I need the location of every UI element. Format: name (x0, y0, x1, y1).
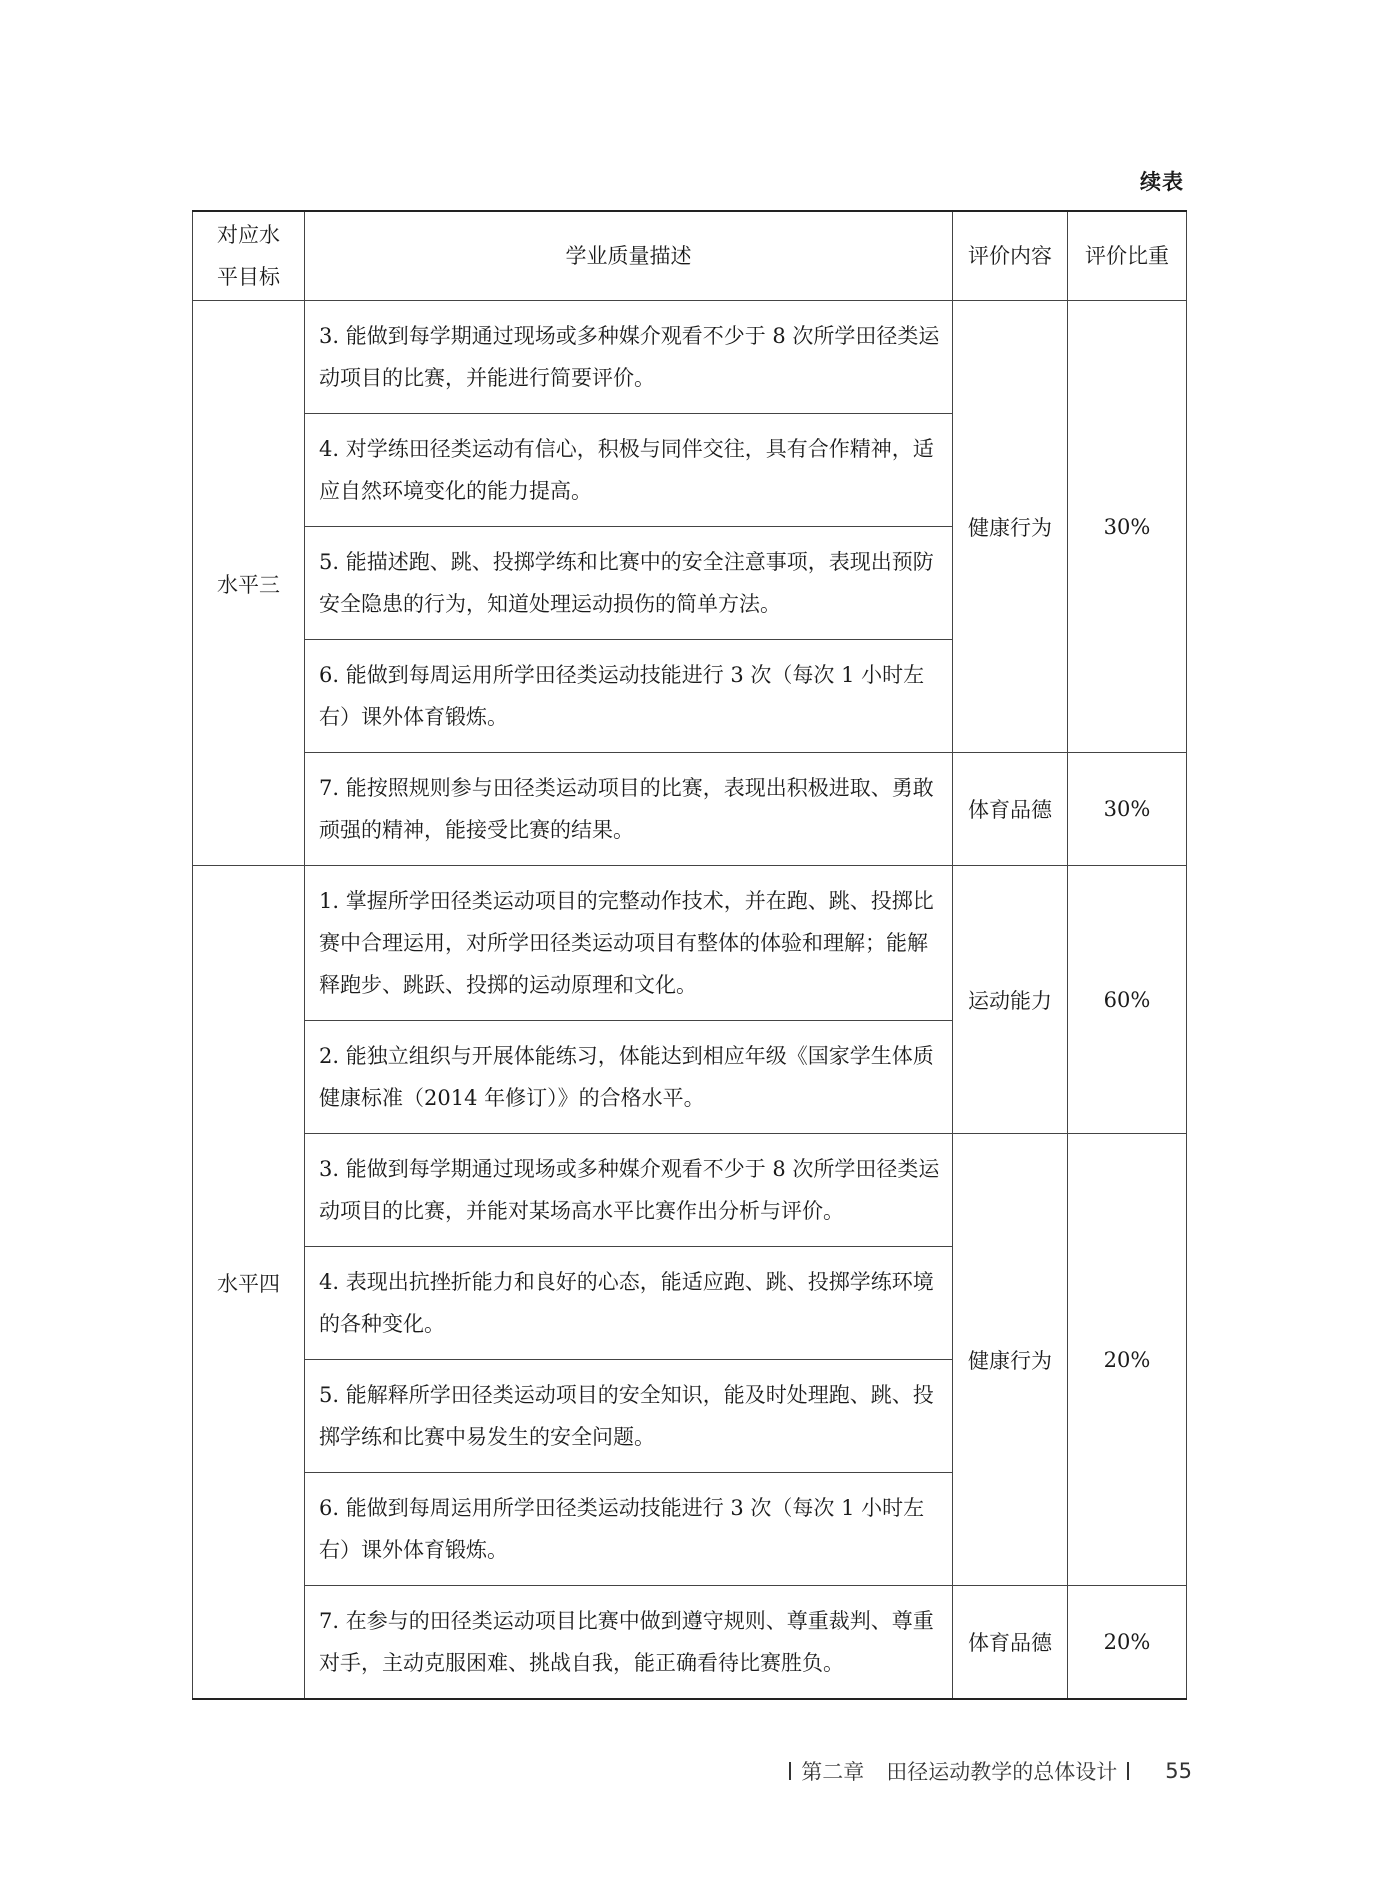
header-content: 评价内容 (953, 211, 1068, 301)
evaluation-content-cell: 健康行为 (953, 1134, 1068, 1586)
description-cell: 3. 能做到每学期通过现场或多种媒介观看不少于 8 次所学田径类运动项目的比赛，并能进行简要评价。 (305, 301, 953, 414)
header-level: 对应水 平目标 (193, 211, 305, 301)
table-header-row (193, 211, 1187, 301)
page-footer (779, 1756, 1192, 1786)
evaluation-content-cell: 健康行为 (953, 301, 1068, 753)
table-row (193, 866, 1187, 1021)
level-cell: 水平四 (193, 866, 305, 1700)
footer-divider-right (1127, 1762, 1129, 1780)
evaluation-content-cell: 体育品德 (953, 1586, 1068, 1700)
description-cell: 5. 能描述跑、跳、投掷学练和比赛中的安全注意事项，表现出预防安全隐患的行为，知道处理运动损伤的简单方法。 (305, 527, 953, 640)
evaluation-weight-cell: 30% (1068, 301, 1187, 753)
description-cell: 6. 能做到每周运用所学田径类运动技能进行 3 次（每次 1 小时左右）课外体育锻炼。 (305, 640, 953, 753)
footer-divider-left (789, 1762, 791, 1780)
description-cell: 7. 能按照规则参与田径类运动项目的比赛，表现出积极进取、勇敢顽强的精神，能接受比赛的结果。 (305, 753, 953, 866)
evaluation-weight-cell: 20% (1068, 1586, 1187, 1700)
description-cell: 5. 能解释所学田径类运动项目的安全知识，能及时处理跑、跳、投掷学练和比赛中易发生的安全问题。 (305, 1360, 953, 1473)
header-description: 学业质量描述 (305, 211, 953, 301)
table-row (193, 1586, 1187, 1700)
table-row (193, 753, 1187, 866)
page-number: 55 (1165, 1759, 1192, 1783)
evaluation-weight-cell: 20% (1068, 1134, 1187, 1586)
evaluation-content-cell: 体育品德 (953, 753, 1068, 866)
description-cell: 2. 能独立组织与开展体能练习，体能达到相应年级《国家学生体质健康标准（2014 年修订）》的合格水平。 (305, 1021, 953, 1134)
table-row (193, 1134, 1187, 1247)
description-cell: 7. 在参与的田径类运动项目比赛中做到遵守规则、尊重裁判、尊重对手，主动克服困难、挑战自我，能正确看待比赛胜负。 (305, 1586, 953, 1700)
evaluation-content-cell: 运动能力 (953, 866, 1068, 1134)
description-cell: 1. 掌握所学田径类运动项目的完整动作技术，并在跑、跳、投掷比赛中合理运用，对所学田径类运动项目有整体的体验和理解；能解释跑步、跳跃、投掷的运动原理和文化。 (305, 866, 953, 1021)
description-cell: 3. 能做到每学期通过现场或多种媒介观看不少于 8 次所学田径类运动项目的比赛，并能对某场高水平比赛作出分析与评价。 (305, 1134, 953, 1247)
header-weight: 评价比重 (1068, 211, 1187, 301)
footer-chapter: 第二章 (801, 1760, 865, 1784)
academic-quality-table (192, 210, 1187, 1700)
description-cell: 4. 表现出抗挫折能力和良好的心态，能适应跑、跳、投掷学练环境的各种变化。 (305, 1247, 953, 1360)
level-cell: 水平三 (193, 301, 305, 866)
evaluation-weight-cell: 60% (1068, 866, 1187, 1134)
description-cell: 4. 对学练田径类运动有信心，积极与同伴交往，具有合作精神，适应自然环境变化的能力提高。 (305, 414, 953, 527)
continued-table-label: 续表 (1140, 170, 1184, 194)
table-row (193, 301, 1187, 414)
footer-chapter-title: 田径运动教学的总体设计 (886, 1760, 1118, 1784)
description-cell: 6. 能做到每周运用所学田径类运动技能进行 3 次（每次 1 小时左右）课外体育锻炼。 (305, 1473, 953, 1586)
evaluation-weight-cell: 30% (1068, 753, 1187, 866)
